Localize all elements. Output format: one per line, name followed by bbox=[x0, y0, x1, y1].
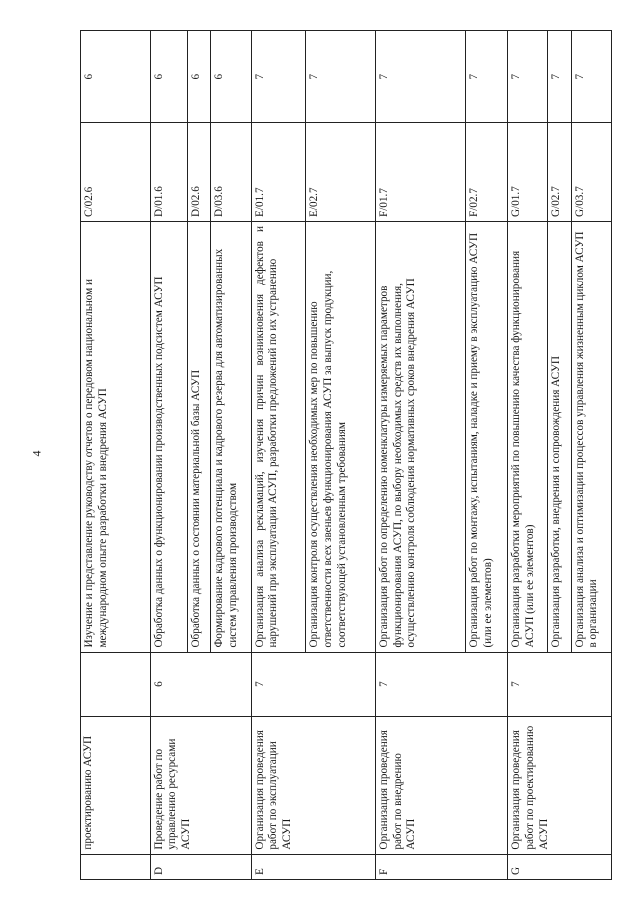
labor-function-code: F/01.7 bbox=[376, 123, 466, 222]
table-row bbox=[376, 31, 466, 880]
labor-function-name: Организация разработки мероприятий по повышению качества функционирования АСУП (или ее элементов) bbox=[508, 221, 548, 652]
labor-function-name: Изучение и представление руководству отчетов о передовом национальном и международном опыте разработки и внедрения АСУП bbox=[81, 221, 151, 652]
labor-function-code: G/03.7 bbox=[571, 123, 611, 222]
labor-function-name: Обработка данных о состоянии материальной базы АСУП bbox=[188, 221, 211, 652]
labor-function-level: 6 bbox=[211, 31, 251, 123]
labor-function-name: Организация работ по монтажу, испытаниям, наладке и приему в эксплуатацию АСУП (или ее элементов) bbox=[465, 221, 507, 652]
qualification-level bbox=[81, 652, 151, 716]
qualification-level: 7 bbox=[508, 652, 612, 716]
labor-function-code: G/01.7 bbox=[508, 123, 548, 222]
labor-function-level: 7 bbox=[548, 31, 571, 123]
labor-function-name: Формирование кадрового потенциала и кадрового резерва для автоматизированных систем управления производством bbox=[211, 221, 251, 652]
gen-function-name: Проведение работ по управлению ресурсами АСУП bbox=[150, 716, 251, 854]
gen-function-code: F bbox=[376, 854, 508, 879]
labor-function-level: 6 bbox=[81, 31, 151, 123]
labor-function-level: 7 bbox=[306, 31, 376, 123]
labor-function-level: 6 bbox=[188, 31, 211, 123]
table-row bbox=[150, 31, 187, 880]
labor-function-code: C/02.6 bbox=[81, 123, 151, 222]
labor-function-code: D/03.6 bbox=[211, 123, 251, 222]
labor-function-code: E/01.7 bbox=[251, 123, 306, 222]
labor-function-level: 6 bbox=[150, 31, 187, 123]
labor-function-code: D/01.6 bbox=[150, 123, 187, 222]
labor-function-name: Организация работ по определению номенклатуры измеряемых параметров функционирования АСУП, по выбору необходимых средств их выполнения, осуществлению контроля соблюдения нормативных сроков внедрения АСУП bbox=[376, 221, 466, 652]
page-number: 4 bbox=[29, 450, 44, 457]
gen-function-name: Организация проведения работ по проектированию АСУП bbox=[508, 716, 612, 854]
table-row bbox=[251, 31, 306, 880]
gen-function-name: Организация проведения работ по эксплуатации АСУП bbox=[251, 716, 376, 854]
gen-function-name: Организация проведения работ по внедрению АСУП bbox=[376, 716, 508, 854]
labor-function-name: Организация разработки, внедрения и сопровождения АСУП bbox=[548, 221, 571, 652]
labor-function-name: Организация анализа и оптимизации процессов управления жизненным циклом АСУП в организации bbox=[571, 221, 611, 652]
gen-function-code: E bbox=[251, 854, 376, 879]
table-row bbox=[508, 31, 548, 880]
labor-function-code: D/02.6 bbox=[188, 123, 211, 222]
table-row bbox=[81, 31, 151, 880]
labor-function-level: 7 bbox=[508, 31, 548, 123]
labor-function-code: E/02.7 bbox=[306, 123, 376, 222]
table-frame bbox=[80, 30, 612, 880]
labor-function-level: 7 bbox=[571, 31, 611, 123]
gen-function-code bbox=[81, 854, 151, 879]
labor-function-name: Организация контроля осуществления необходимых мер по повышению ответственности всех звеньев функционирования АСУП за выпуск продукции, соответствующей установленным требованиям bbox=[306, 221, 376, 652]
qualification-level: 7 bbox=[251, 652, 376, 716]
labor-functions-table bbox=[80, 30, 612, 880]
labor-function-level: 7 bbox=[465, 31, 507, 123]
qualification-level: 7 bbox=[376, 652, 508, 716]
gen-function-code: G bbox=[508, 854, 612, 879]
gen-function-name: проектированию АСУП bbox=[81, 716, 151, 854]
labor-function-level: 7 bbox=[376, 31, 466, 123]
rotated-table-wrapper bbox=[80, 30, 612, 880]
gen-function-code: D bbox=[150, 854, 251, 879]
labor-function-code: F/02.7 bbox=[465, 123, 507, 222]
labor-function-name: Организация анализа рекламаций, изучения причин возникновения дефектов и нарушений при эксплуатации АСУП, разработки предложений по их устранению bbox=[251, 221, 306, 652]
labor-function-code: G/02.7 bbox=[548, 123, 571, 222]
labor-function-level: 7 bbox=[251, 31, 306, 123]
labor-function-name: Обработка данных о функционировании производственных подсистем АСУП bbox=[150, 221, 187, 652]
qualification-level: 6 bbox=[150, 652, 251, 716]
